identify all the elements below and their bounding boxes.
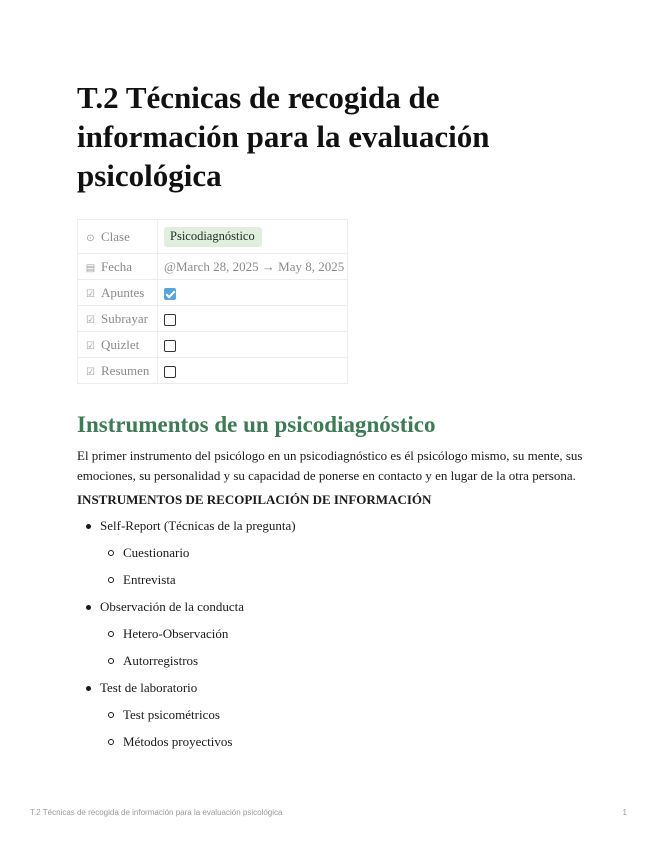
property-row-subrayar <box>78 306 348 332</box>
resumen-checkbox[interactable] <box>164 366 176 378</box>
page-number: 1 <box>622 808 627 817</box>
sub-list-item: Cuestionario <box>77 542 577 569</box>
property-row-resumen <box>78 358 348 384</box>
page-footer <box>30 808 627 817</box>
footer-title: T.2 Técnicas de recogida de información para la evaluación psicológica <box>30 808 283 817</box>
property-row-apuntes <box>78 280 348 306</box>
checkbox-icon: ☑ <box>86 366 95 378</box>
property-row-clase <box>78 220 348 254</box>
list-item: Test de laboratorio <box>77 677 577 704</box>
property-label: Apuntes <box>101 284 145 300</box>
apuntes-checkbox[interactable] <box>164 288 176 300</box>
subrayar-checkbox[interactable] <box>164 314 176 326</box>
checkbox-icon: ☑ <box>86 288 95 300</box>
property-label: Quizlet <box>101 336 140 352</box>
sub-list-item: Test psicométricos <box>77 704 577 731</box>
property-row-quizlet <box>78 332 348 358</box>
list-item: Observación de la conducta <box>77 596 577 623</box>
sub-list-item: Autorregistros <box>77 650 577 677</box>
page-title: T.2 Técnicas de recogida de información para la evaluación psicológica <box>77 80 490 193</box>
property-label: Subrayar <box>101 310 148 326</box>
properties-table <box>77 219 348 384</box>
sub-list-item: Métodos proyectivos <box>77 731 577 758</box>
list-item: Self-Report (Técnicas de la pregunta) <box>77 515 577 542</box>
section-heading: Instrumentos de un psicodiagnóstico <box>77 412 436 437</box>
property-label: Clase <box>101 228 130 244</box>
instruments-list <box>77 515 577 758</box>
intro-paragraph: El primer instrumento del psicólogo en un psicodiagnóstico es él psicólogo mismo, su mente, sus emociones, su personalidad y su capacidad de ponerse en contacto y en lugar de la otra persona. <box>77 448 583 483</box>
property-row-fecha <box>78 254 348 280</box>
target-icon: ⊙ <box>86 232 95 244</box>
section-subheading: INSTRUMENTOS DE RECOPILACIÓN DE INFORMACIÓN <box>77 492 432 507</box>
date-range-value[interactable]: @March 28, 2025 → May 8, 2025 <box>164 258 345 274</box>
checkbox-icon: ☑ <box>86 314 95 326</box>
property-label: Resumen <box>101 362 150 378</box>
calendar-icon: ▤ <box>85 262 96 274</box>
class-tag[interactable]: Psicodiagnóstico <box>164 227 262 247</box>
checkbox-icon: ☑ <box>86 340 95 352</box>
sub-list-item: Entrevista <box>77 569 577 596</box>
sub-list-item: Hetero-Observación <box>77 623 577 650</box>
property-label: Fecha <box>101 258 133 274</box>
quizlet-checkbox[interactable] <box>164 340 176 352</box>
